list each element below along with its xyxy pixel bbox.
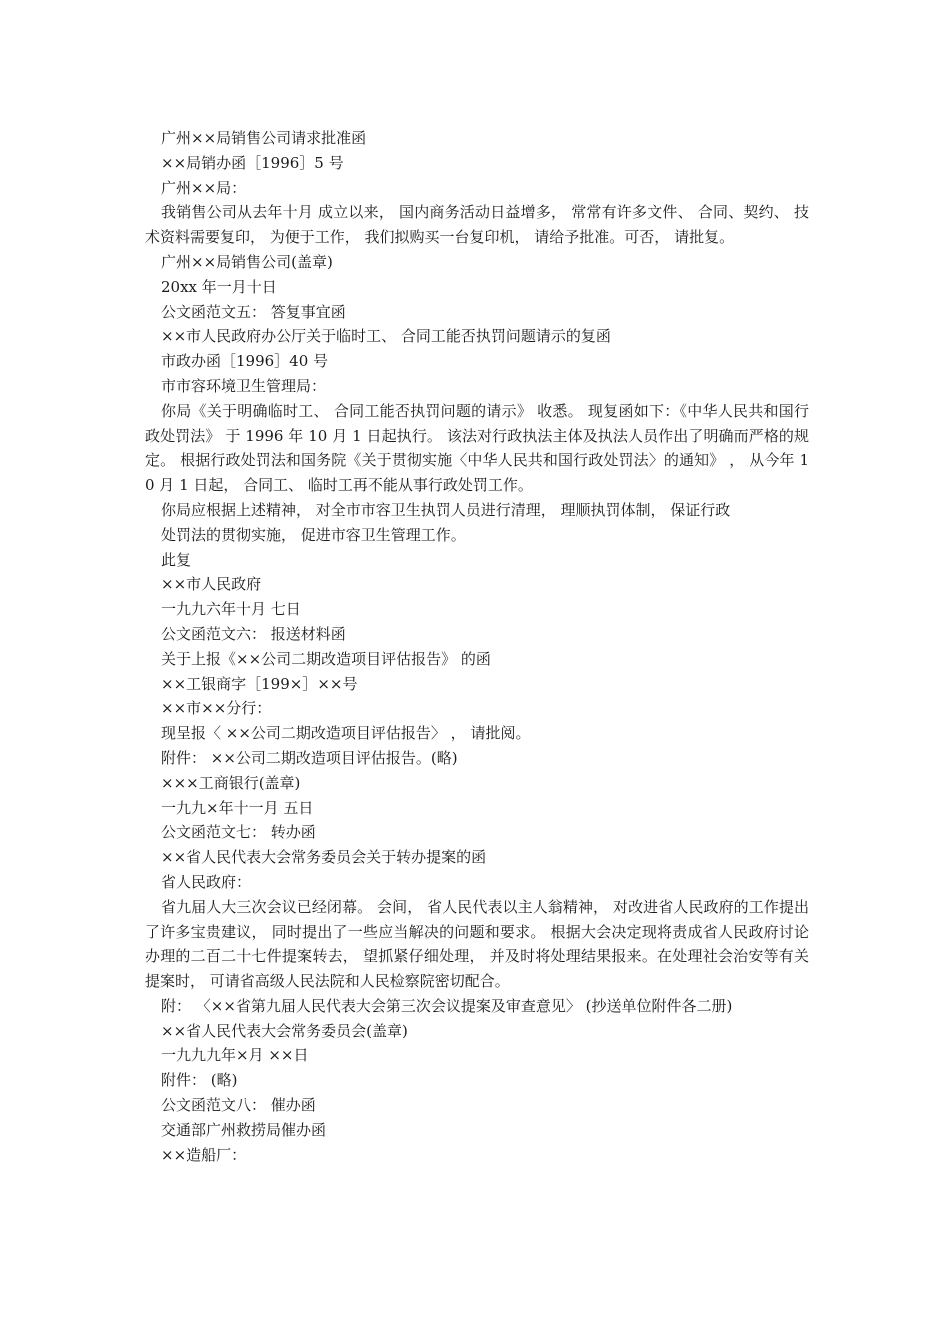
text-line: 省人民政府：	[161, 872, 252, 891]
body-paragraph: 省九届人大三次会议已经闭幕。 会间， 省人民代表以主人翁精神， 对改进省人民政府的工作提出了许多宝贵建议， 同时提出了一些应当解决的问题和要求。 根据大会决定现将责成省人民政府讨论办理的二百二十七件提案转去， 望抓紧仔细处理， 并及时将处理结果报来。在处理社会治安等有关提案时， 可请省高级人民法院和人民检察院密切配合。	[145, 897, 809, 991]
text-line: ××省人民代表大会常务委员会关于转办提案的函	[161, 848, 487, 867]
document-body	[145, 126, 809, 1167]
text-line: ××省人民代表大会常务委员会(盖章)	[161, 1021, 408, 1040]
text-line: ××局销办函［1996］5 号	[161, 153, 344, 172]
text-line: 关于上报《××公司二期改造项目评估报告》 的函	[161, 649, 491, 668]
text-line: 附： 〈××省第九届人民代表大会第三次会议提案及审查意见〉 (抄送单位附件各二册)	[161, 996, 733, 1015]
text-line: 一九九×年十一月 五日	[161, 798, 314, 817]
text-line: 一九九九年×月 ××日	[161, 1046, 309, 1065]
text-line: 处罚法的贯彻实施， 促进市容卫生管理工作。	[161, 525, 466, 544]
text-line: 公文函范文五： 答复事宜函	[161, 302, 346, 321]
body-paragraph: 你局《关于明确临时工、 合同工能否执罚问题的请示》 收悉。 现复函如下：《中华人民共和国行政处罚法》 于 1996 年 10 月 1 日起执行。 该法对行政执法主体及执法人员作出了明确而严格的规定。 根据行政处罚法和国务院《关于贯彻实施〈中华人民共和国行政处罚法〉的通知》 ， 从今年 10 月 1 日起， 合同工、 临时工再不能从事行政处罚工作。	[145, 401, 809, 495]
text-line: 此复	[161, 550, 192, 569]
text-line: ××市人民政府办公厅关于临时工、 合同工能否执罚问题请示的复函	[161, 327, 611, 346]
text-line: 广州××局销售公司请求批准函	[161, 129, 367, 147]
text-line: ×××工商银行(盖章)	[161, 773, 301, 792]
text-line: 20xx 年一月十日	[161, 277, 277, 296]
text-line: 公文函范文七： 转办函	[161, 823, 316, 842]
text-line: 市市容环境卫生管理局：	[161, 376, 327, 395]
body-paragraph: 我销售公司从去年十月 成立以来， 国内商务活动日益增多， 常常有许多文件、 合同、契约、 技术资料需要复印， 为便于工作， 我们拟购买一台复印机， 请给予批准。可否， 请批复。	[145, 203, 809, 247]
text-line: ××工银商字［199×］××号	[161, 674, 358, 693]
text-line: 广州××局销售公司(盖章)	[161, 252, 333, 271]
text-line: ××市××分行：	[161, 699, 272, 718]
text-line: 交通部广州救捞局催办函	[161, 1120, 327, 1139]
text-line: 广州××局：	[161, 178, 247, 197]
text-line: 附件： ××公司二期改造项目评估报告。(略)	[161, 748, 458, 767]
text-line: 附件： (略)	[161, 1071, 238, 1090]
text-line: 公文函范文六： 报送材料函	[161, 624, 346, 643]
text-line: ××造船厂：	[161, 1145, 247, 1164]
text-line: 你局应根据上述精神， 对全市市容卫生执罚人员进行清理， 理顺执罚体制， 保证行政	[161, 500, 731, 519]
text-line: ××市人民政府	[161, 575, 262, 594]
text-line: 市政办函［1996］40 号	[161, 352, 329, 371]
text-line: 现呈报〈 ××公司二期改造项目评估报告〉 ， 请批阅。	[161, 724, 531, 743]
text-line: 公文函范文八： 催办函	[161, 1096, 316, 1115]
text-line: 一九九六年十月 七日	[161, 600, 301, 619]
